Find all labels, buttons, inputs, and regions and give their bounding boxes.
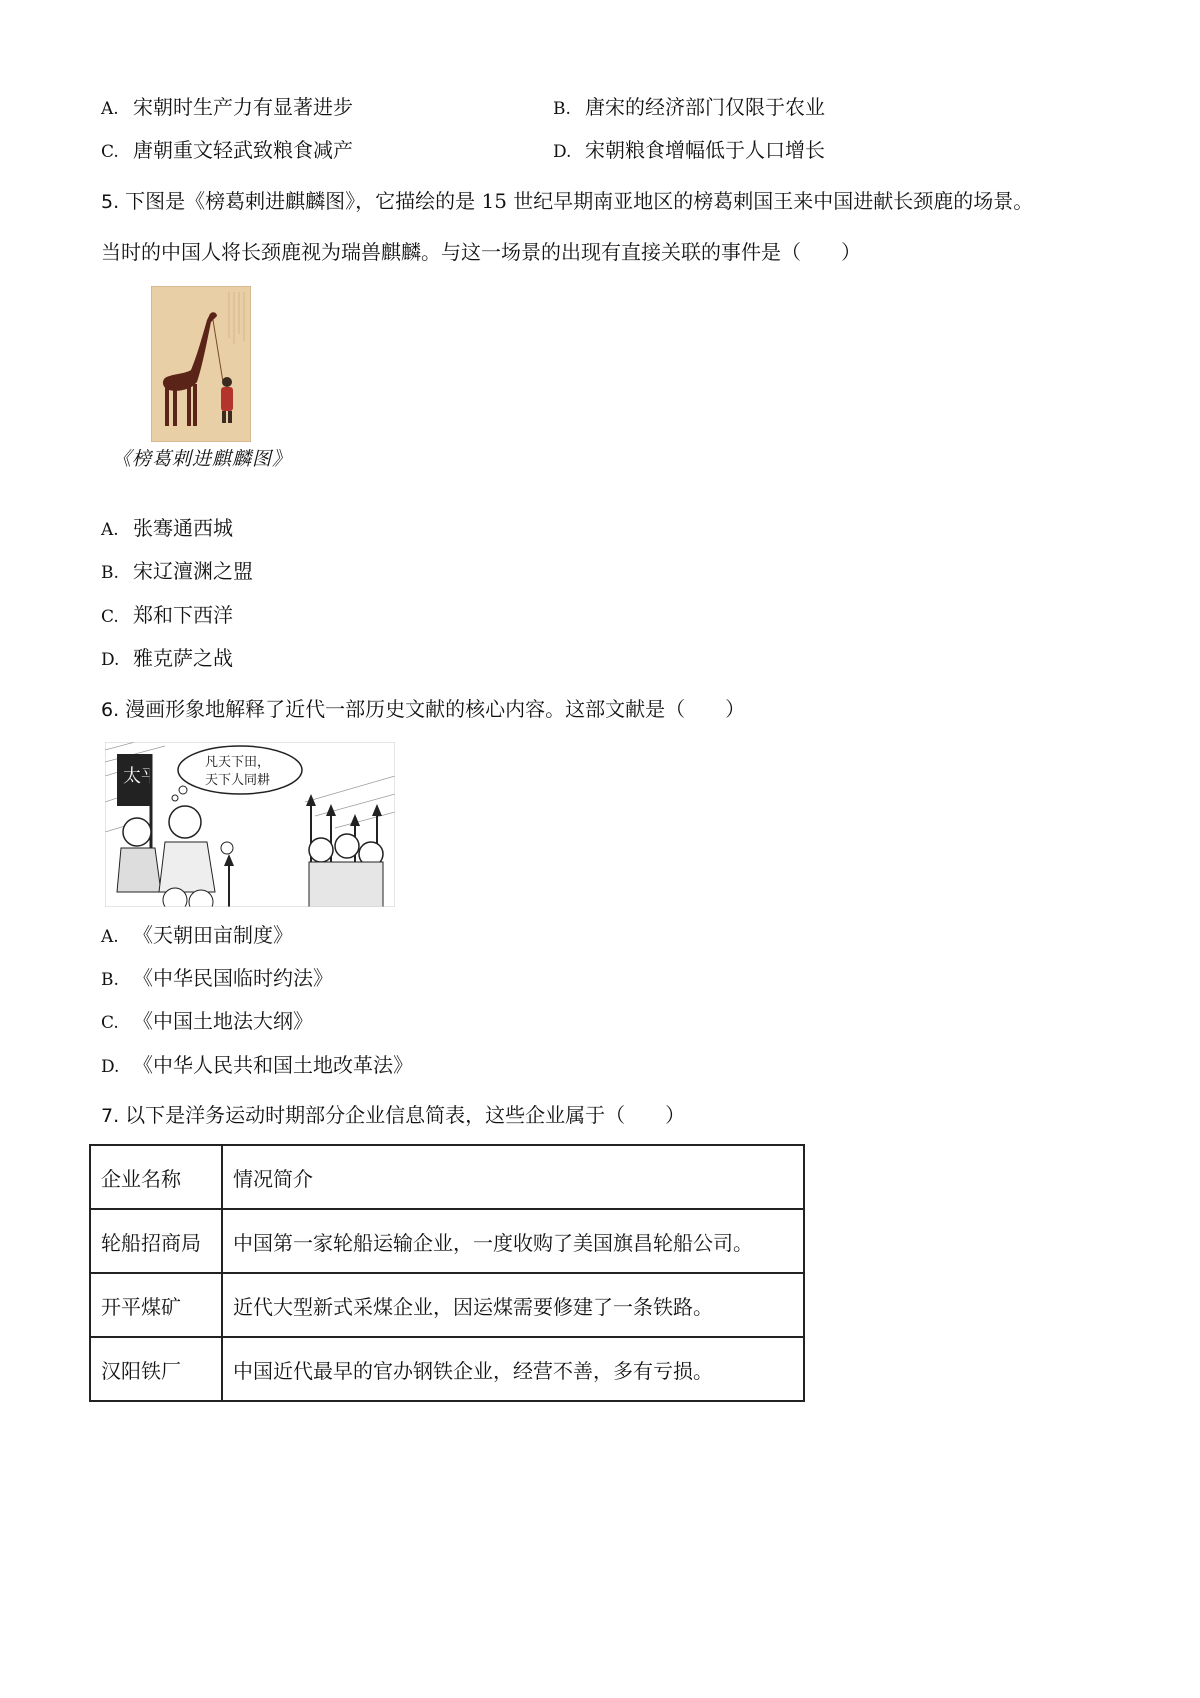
table-cell: 近代大型新式采煤企业，因运煤需要修建了一条铁路。 [222,1273,804,1337]
table-header-cell: 情况简介 [222,1145,804,1209]
cartoon-bubble-line-2: 天下人同耕 [205,773,271,788]
table-cell: 汉阳铁厂 [90,1337,222,1401]
q5-line-1: 5. 下图是《榜葛剌进麒麟图》，它描绘的是 15 世纪早期南亚地区的榜葛剌国王来中国进献长颈鹿的场景。 [101,189,1034,213]
table-header-row [90,1145,804,1209]
q5-line-2: 当时的中国人将长颈鹿视为瑞兽麒麟。与这一场景的出现有直接关联的事件是（ ） [101,240,861,264]
table-cell: 中国第一家轮船运输企业，一度收购了美国旗昌轮船公司。 [222,1209,804,1273]
q7-line-1: 7. 以下是洋务运动时期部分企业信息简表，这些企业属于（ ） [101,1103,686,1127]
painting-caption: 《榜葛剌进麒麟图》 [112,448,293,470]
prev-option-c: C. 唐朝重文轻武致粮食减产 [101,138,353,162]
cartoon-flag-text: 太平 [123,766,159,787]
giraffe-painting [151,286,251,442]
q6-option-d: D. 《中华人民共和国土地改革法》 [101,1053,413,1077]
q6-line-1: 6. 漫画形象地解释了近代一部历史文献的核心内容。这部文献是（ ） [101,697,746,721]
enterprise-table [89,1144,805,1402]
prev-option-b: B. 唐宋的经济部门仅限于农业 [553,95,825,119]
q6-option-b: B. 《中华民国临时约法》 [101,966,333,990]
table-row [90,1273,804,1337]
q5-option-b: B. 宋辽澶渊之盟 [101,559,253,583]
land-cartoon-svg [105,742,395,907]
giraffe-painting-svg [151,286,251,442]
q5-option-d: D. 雅克萨之战 [101,646,233,670]
land-cartoon [105,742,395,907]
q5-option-a: A. 张骞通西城 [101,516,233,540]
table-header-cell: 企业名称 [90,1145,222,1209]
cartoon-bubble-line-1: 凡天下田， [205,755,271,770]
table-row [90,1209,804,1273]
table-cell: 轮船招商局 [90,1209,222,1273]
prev-option-a: A. 宋朝时生产力有显著进步 [101,95,353,119]
table-row [90,1337,804,1401]
q6-option-c: C. 《中国土地法大纲》 [101,1009,313,1033]
table-cell: 开平煤矿 [90,1273,222,1337]
prev-option-d: D. 宋朝粮食增幅低于人口增长 [553,138,825,162]
q6-option-a: A. 《天朝田亩制度》 [101,923,293,947]
table-cell: 中国近代最早的官办钢铁企业，经营不善，多有亏损。 [222,1337,804,1401]
q5-option-c: C. 郑和下西洋 [101,603,233,627]
